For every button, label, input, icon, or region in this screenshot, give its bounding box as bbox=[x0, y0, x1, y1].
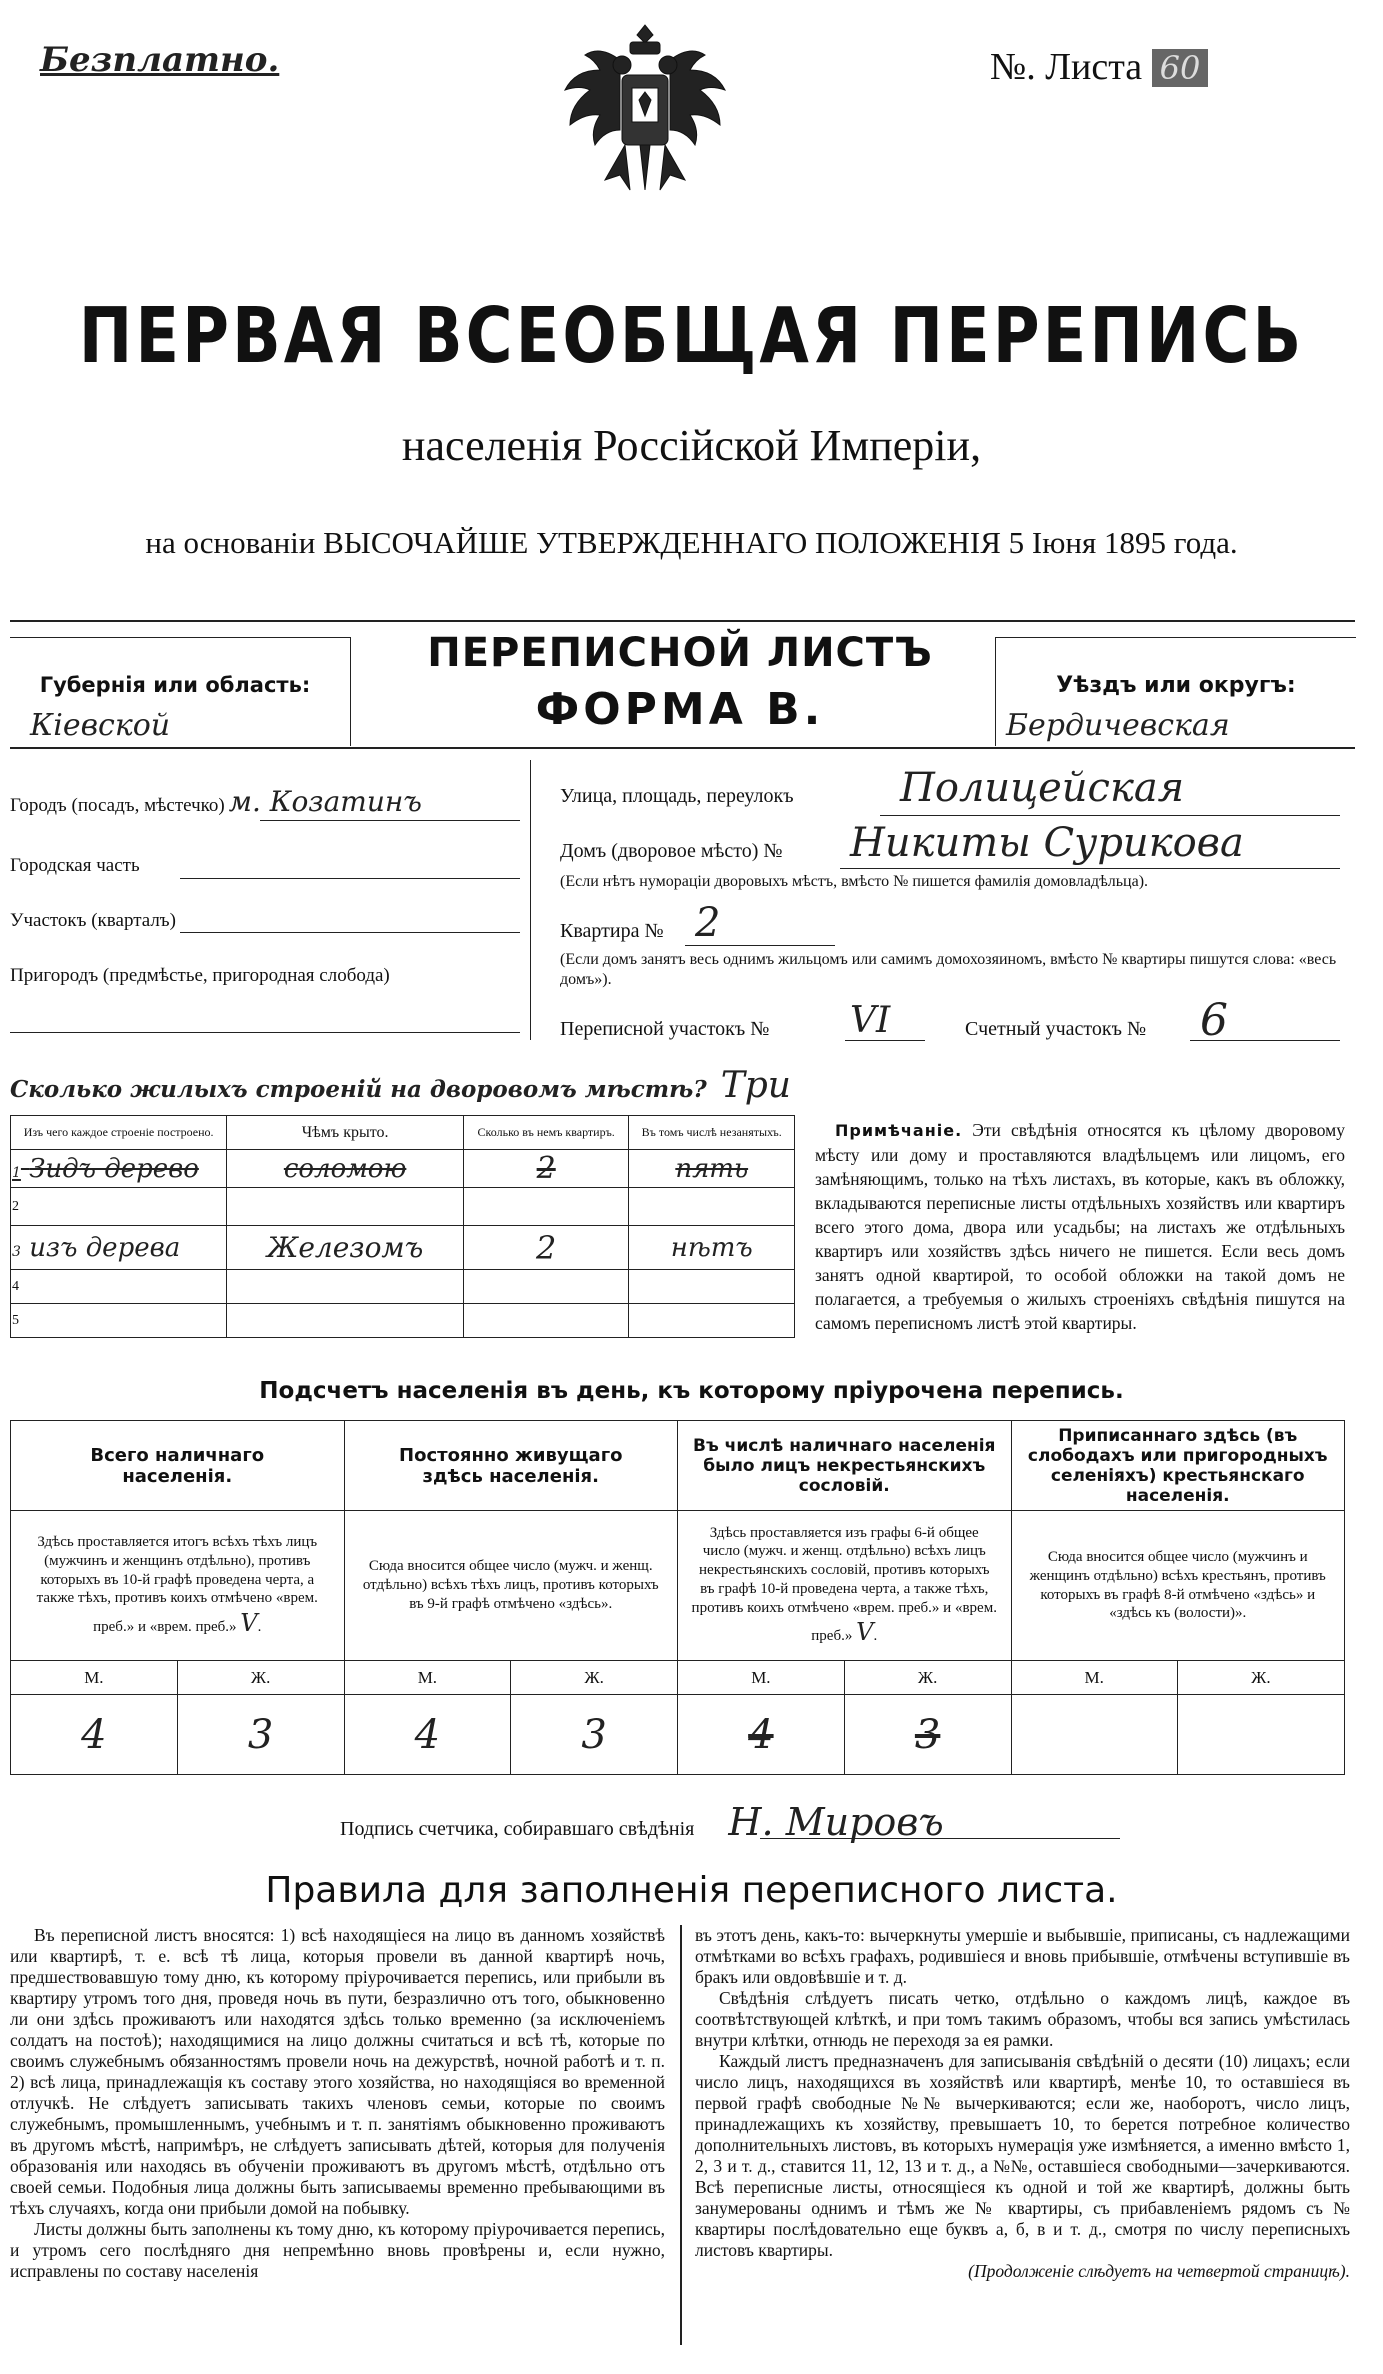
count-district-line bbox=[1190, 1040, 1340, 1041]
population-table bbox=[10, 1420, 1345, 1775]
apartment-note: (Если домъ занятъ весь однимъ жильцомъ или самимъ домохозяиномъ, вмѣсто № квартиры пишутся слова: «весь домъ»). bbox=[560, 951, 1337, 988]
pop-peasant-m bbox=[1011, 1695, 1177, 1775]
building-row: 5 bbox=[11, 1304, 795, 1338]
street-line bbox=[880, 815, 1340, 816]
uezd-label: Уѣздъ или округъ: bbox=[1056, 673, 1296, 698]
buildings-question-row bbox=[10, 1065, 810, 1106]
city-line bbox=[260, 820, 520, 821]
apartment-value: 2 bbox=[695, 900, 721, 946]
city-part-label: Городская часть bbox=[10, 855, 140, 876]
house-note: (Если нѣтъ нумораціи дворовыхъ мѣстъ, вмѣсто № пишется фамилія домовладѣльца). bbox=[560, 873, 1149, 890]
rules-left-paragraph: Листы должны быть заполнены къ тому дню, къ которому пріурочивается перепись, и утромъ сего послѣдняго дня непремѣнно вновь провѣрены и, если нужно, исправлены по составу населенія bbox=[10, 2219, 665, 2281]
rules-left-paragraph: Въ переписной листъ вносятся: 1) всѣ находящіеся на лицо въ данномъ хозяйствѣ или квартирѣ, т. е. всѣ тѣ лица, которыя провели въ данной квартирѣ ночь, предшествовавшую тому дню, къ которому пріурочивается перепись, или прибыли въ квартиру утромъ того дня, проведя ночь въ пути, безразлично отъ того, обыкновенно ли они здѣсь проживаютъ или находятся здѣсь только временно (за исключеніемъ солдатъ на постоѣ); находящимися на лицо должны считаться и всѣ тѣ, которые по своимъ служебнымъ обязанностямъ провели ночь на дежурствѣ, ночной работѣ и т. п. 2) всѣ лица, принадлежащія къ составу этого хозяйства, но находящіяся во временной отлучкѣ. Не слѣдуетъ записывать такихъ членовъ семьи, которые по своимъ служебнымъ, промышленнымъ, учебнымъ и т. п. занятіямъ обыкновенно проживаютъ въ другомъ мѣстѣ, напримѣръ, не слѣдуетъ записывать дѣтей, которыя для полученія образованія или находясь въ обученіи проживаютъ въ другомъ мѣстѣ, отдѣльно отъ своей семьи. Подобныя лица должны быть записываемы временно пребывающими въ тѣхъ случаяхъ, когда они прибыли домой на побывку. bbox=[10, 1925, 665, 2218]
census-district-line bbox=[845, 1040, 925, 1041]
rules-right-paragraph: Свѣдѣнія слѣдуетъ писать четко, отдѣльно о каждомъ лицѣ, каждое въ соотвѣтствующей клѣткѣ, и при томъ такимъ образомъ, чтобы вся запись умѣстилась внутри клѣтки, отнюдь не переходя за ея рамки. bbox=[695, 1988, 1350, 2050]
pop-desc-permanent: Сюда вносится общее число (мужч. и женщ. отдѣльно) всѣхъ тѣхъ лицъ, противъ которыхъ въ 9-й графѣ отмѣчено «здѣсь». bbox=[344, 1511, 678, 1661]
buildings-note-text: Эти свѣдѣнія относятся къ цѣлому дворовому мѣсту или дому и проставляются владѣльцемъ или лицомъ, его замѣняющимъ, только на тѣхъ листахъ, въ которые, какъ въ обложку, вкладываются переписные листы отдѣльныхъ хозяйствъ или квартиръ всего этого дома, двора или усадьбы; на листахъ же отдѣльныхъ квартиръ или хозяйствъ здѣсь ничего не пишется. Если весь домъ занятъ одной квартирой, то особой обложки на такой домъ не полагается, а требуемыя о жилыхъ строеніяхъ свѣдѣнія пишутся на самомъ переписномъ листѣ этой квартиры. bbox=[815, 1120, 1346, 1333]
buildings-note bbox=[815, 1118, 1345, 1335]
buildings-header-material: Изъ чего каждое строеніе построено. bbox=[11, 1116, 227, 1150]
uezd-value: Бердичевская bbox=[1006, 708, 1230, 743]
subtitle: населенія Россійской Имперіи, bbox=[401, 421, 982, 470]
signature-value: Н. Мировъ bbox=[728, 1800, 944, 1844]
sheet-number-label: №. Листа bbox=[990, 46, 1143, 88]
buildings-table bbox=[10, 1115, 795, 1338]
m-label: М. bbox=[11, 1661, 178, 1695]
f-label: Ж. bbox=[511, 1661, 678, 1695]
census-district-value: VI bbox=[850, 1000, 891, 1041]
rules-title: Правила для заполненія переписного листа. bbox=[265, 1870, 1118, 1911]
apartment-line bbox=[685, 945, 835, 946]
pop-header-non-peasant: Въ числѣ наличнаго населенія было лицъ некрестьянскихъ сословій. bbox=[678, 1421, 1012, 1511]
city-label: Городъ (посадъ, мѣстечко) bbox=[10, 795, 225, 816]
building-row: 2 bbox=[11, 1188, 795, 1226]
m-label: М. bbox=[678, 1661, 845, 1695]
uchastok-line bbox=[180, 932, 520, 933]
building-row: 4 bbox=[11, 1270, 795, 1304]
sheet-number bbox=[990, 45, 1208, 89]
pop-header-permanent: Постоянно живущаго здѣсь населенія. bbox=[344, 1421, 678, 1511]
city-value: м. Козатинъ bbox=[228, 785, 422, 818]
pop-non-peasant-f: 3 bbox=[844, 1695, 1011, 1775]
m-label: М. bbox=[1011, 1661, 1177, 1695]
population-title: Подсчетъ населенія въ день, къ которому пріурочена перепись. bbox=[259, 1378, 1124, 1404]
f-label: Ж. bbox=[1177, 1661, 1344, 1695]
gubernia-box bbox=[10, 637, 351, 746]
decree-line: на основаніи ВЫСОЧАЙШЕ УТВЕРЖДЕННАГО ПОЛОЖЕНІЯ 5 Іюня 1895 года. bbox=[145, 525, 1238, 560]
f-label: Ж. bbox=[177, 1661, 344, 1695]
census-district-label: Переписной участокъ № bbox=[560, 1018, 770, 1040]
count-district-value: 6 bbox=[1200, 995, 1228, 1046]
buildings-header-vacant: Въ томъ числѣ незанятыхъ. bbox=[629, 1116, 795, 1150]
gubernia-label: Губернія или область: bbox=[39, 673, 311, 697]
rules-divider bbox=[680, 1925, 682, 2345]
buildings-question: Сколько жилыхъ строеній на дворовомъ мѣстѣ? bbox=[10, 1076, 707, 1103]
pop-permanent-f: 3 bbox=[511, 1695, 678, 1775]
street-label: Улица, площадь, переулокъ bbox=[560, 785, 794, 807]
rules-left-column bbox=[10, 1925, 665, 2282]
pop-total-f: 3 bbox=[177, 1695, 344, 1775]
pop-desc-peasant: Сюда вносится общее число (мужчинъ и женщинъ отдѣльно) всѣхъ крестьянъ, противъ которыхъ въ графѣ 8-й отмѣчено «здѣсь» и «здѣсь къ (волости)». bbox=[1011, 1511, 1345, 1661]
building-apartments: 2 bbox=[463, 1226, 629, 1270]
pop-desc-non-peasant: Здѣсь проставляется изъ графы 6-й общее число (мужч. и женщ. отдѣльно) всѣхъ лицъ некрестьянскихъ сословій, противъ которыхъ въ графѣ 10-й проведена черта, а также тѣхъ, противъ коихъ отмѣчено «врем. преб.» и «врем. преб.» V. bbox=[678, 1511, 1012, 1661]
building-roof: соломою bbox=[227, 1150, 464, 1188]
pop-header-peasant: Приписаннаго здѣсь (въ слободахъ или пригородныхъ селеніяхъ) крестьянскаго населенія. bbox=[1011, 1421, 1345, 1511]
house-line bbox=[840, 868, 1340, 869]
header-box-row bbox=[10, 620, 1355, 749]
pop-header-total: Всего наличнаго населенія. bbox=[11, 1421, 345, 1511]
rules-right-paragraph: Каждый листъ предназначенъ для записыванія свѣдѣній о десяти (10) лицахъ; если число лицъ, находящихся въ хозяйствѣ или квартирѣ, менѣе 10, то оставшіеся въ первой графѣ свободные №№ вычеркиваются; если же, наоборотъ, число лицъ, принадлежащихъ къ хозяйству, превышаетъ 10, то берется потребное количество дополнительныхъ листовъ, въ которыхъ нумерація уже измѣняется, а именно вмѣсто 1, 2, 3 и т. д., ставится 11, 12, 13 и т. д., а №№, оставшіеся свободными—зачеркиваются. Всѣ переписные листы, относящіеся къ одной и той же квартирѣ, должны быть занумерованы однимъ и тѣмъ же № квартиры, съ прибавленіемъ рядомъ съ № квартиры послѣдовательно еще буквъ а, б, в и т. д., смотря по числу переписныхъ листовъ квартиры. bbox=[695, 2051, 1350, 2260]
pop-permanent-m: 4 bbox=[344, 1695, 511, 1775]
free-label: Безплатно. bbox=[40, 40, 280, 80]
f-label: Ж. bbox=[844, 1661, 1011, 1695]
signature-label: Подпись счетчика, собиравшаго свѣдѣнія bbox=[340, 1818, 695, 1840]
building-vacant: нѣтъ bbox=[629, 1226, 795, 1270]
coat-of-arms-icon bbox=[560, 20, 730, 195]
building-vacant: пять bbox=[629, 1150, 795, 1188]
prigorod-line bbox=[10, 1032, 520, 1033]
rules-right-column bbox=[695, 1925, 1350, 2282]
m-label: М. bbox=[344, 1661, 511, 1695]
main-title: ПЕРВАЯ ВСЕОБЩАЯ ПЕРЕПИСЬ bbox=[78, 292, 1305, 382]
city-row bbox=[10, 785, 520, 818]
building-apartments: 2 bbox=[463, 1150, 629, 1188]
building-material: изъ дерева bbox=[29, 1232, 181, 1263]
gubernia-value: Кіевской bbox=[30, 708, 171, 743]
signature-line bbox=[760, 1838, 1120, 1839]
uchastok-label: Участокъ (кварталъ) bbox=[10, 910, 176, 931]
building-row: 3 изъ дерева Железомъ 2 нѣтъ bbox=[11, 1226, 795, 1270]
rules-continuation: (Продолженіе слѣдуетъ на четвертой страницѣ). bbox=[968, 2261, 1350, 2281]
building-material: Зидъ дерево bbox=[29, 1153, 199, 1184]
address-right bbox=[560, 760, 1360, 1060]
count-district-label: Счетный участокъ № bbox=[965, 1018, 1147, 1040]
pop-peasant-f bbox=[1177, 1695, 1344, 1775]
pop-total-m: 4 bbox=[11, 1695, 178, 1775]
prigorod-label: Пригородъ (предмѣстье, пригородная слобода) bbox=[10, 965, 390, 986]
buildings-note-title: Примѣчаніе. bbox=[835, 1121, 963, 1140]
form-letter: ФОРМА В. bbox=[535, 684, 825, 735]
building-row: 1 Зидъ дерево соломою 2 пять bbox=[11, 1150, 795, 1188]
house-label: Домъ (дворовое мѣсто) № bbox=[560, 840, 783, 862]
rules-right-paragraph: въ этотъ день, какъ-то: вычеркнуты умершіе и выбывшіе, приписаны, съ надлежащими отмѣтками во всѣхъ графахъ, родившіеся и вновь прибывшіе, отмѣчены вступившіе въ бракъ или овдовѣвшіе и т. д. bbox=[695, 1925, 1350, 1987]
city-part-line bbox=[180, 878, 520, 879]
house-value: Никиты Сурикова bbox=[850, 820, 1244, 866]
buildings-header-apartments: Сколько въ немъ квартиръ. bbox=[463, 1116, 629, 1150]
pop-non-peasant-m: 4 bbox=[678, 1695, 845, 1775]
buildings-header-roof: Чѣмъ крыто. bbox=[227, 1116, 464, 1150]
building-roof: Железомъ bbox=[227, 1226, 464, 1270]
buildings-answer: Три bbox=[720, 1065, 791, 1106]
sheet-number-value: 60 bbox=[1152, 49, 1209, 87]
address-left bbox=[10, 760, 531, 1040]
street-value: Полицейская bbox=[900, 765, 1185, 811]
apartment-label: Квартира № bbox=[560, 920, 664, 942]
pop-desc-total: Здѣсь проставляется итогъ всѣхъ тѣхъ лицъ (мужчинъ и женщинъ отдѣльно), противъ которыхъ въ 10-й графѣ проведена черта, а также тѣхъ, противъ коихъ отмѣчено «врем. преб.» и «врем. преб.» V. bbox=[11, 1511, 345, 1661]
uezd-box bbox=[995, 637, 1356, 746]
form-title: ПЕРЕПИСНОЙ ЛИСТЪ bbox=[427, 630, 933, 676]
